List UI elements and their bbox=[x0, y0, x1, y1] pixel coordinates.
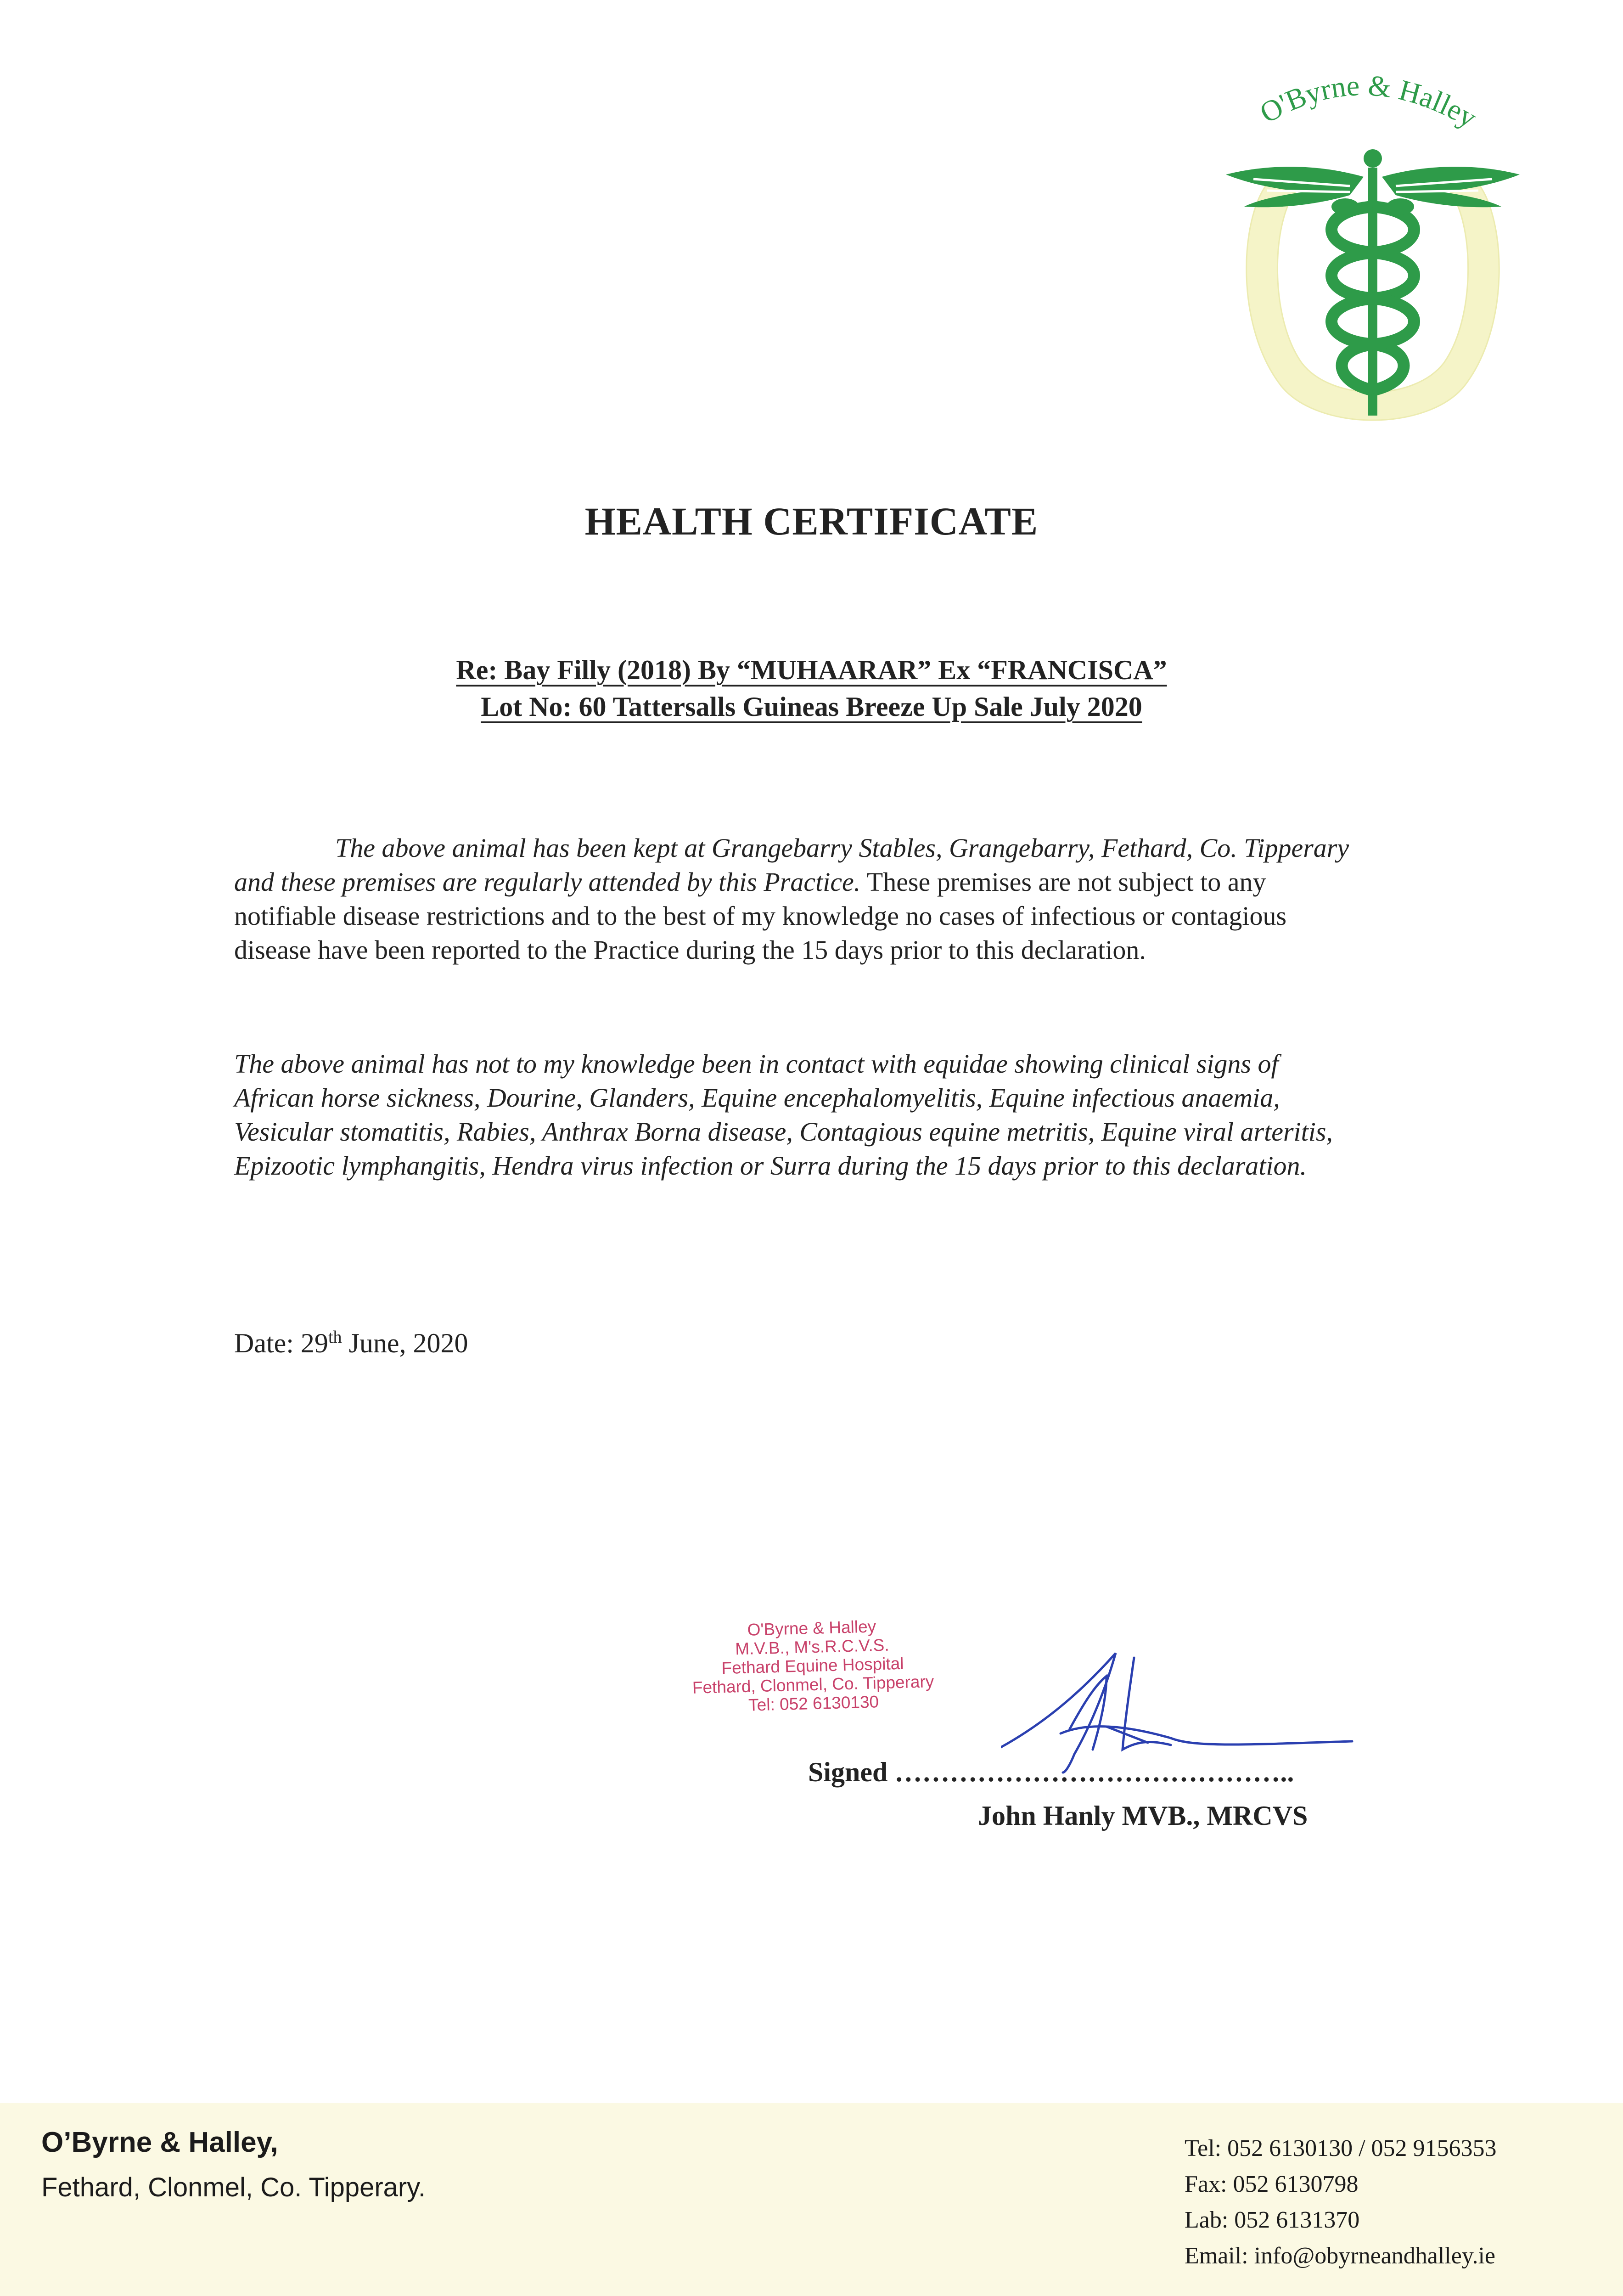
page-title: HEALTH CERTIFICATE bbox=[584, 499, 1039, 543]
signed-label: Signed bbox=[808, 1757, 888, 1787]
body-paragraph-1 bbox=[234, 831, 1359, 967]
footer-tel: Tel: 052 6130130 / 052 9156353 bbox=[1185, 2135, 1497, 2161]
subject-line-1 bbox=[0, 654, 1623, 686]
footer-address: Fethard, Clonmel, Co. Tipperary. bbox=[41, 2172, 426, 2202]
stamp-line-5: Tel: 052 6130130 bbox=[748, 1692, 879, 1715]
stamp-line-4: Fethard, Clonmel, Co. Tipperary bbox=[692, 1672, 934, 1697]
footer-email: Email: info@obyrneandhalley.ie bbox=[1185, 2243, 1495, 2269]
footer-company-name: O’Byrne & Halley, bbox=[41, 2127, 278, 2158]
practice-stamp bbox=[660, 1615, 965, 1716]
date-label: Date: 29 bbox=[234, 1328, 328, 1358]
stamp-line-2: M.V.B., M's.R.C.V.S. bbox=[735, 1635, 890, 1659]
stamp-line-1: O'Byrne & Halley bbox=[747, 1617, 876, 1639]
logo-text: O'Byrne & Halley bbox=[1254, 69, 1483, 135]
date-suffix: th bbox=[328, 1328, 342, 1347]
date-rest: June, 2020 bbox=[342, 1328, 468, 1358]
body-paragraph-1-rest: These premises are not subject to any notifiable disease restrictions and to the best of my knowledge no cases of infectious or contagious disease have been reported to the Practice during the 15 days prior to this declaration. bbox=[234, 867, 1287, 965]
body-paragraph-1-italic: The above animal has been kept at Grangebarry Stables, Grangebarry, Fethard, Co. Tipperary and these premises are regularly attended by this Practice. bbox=[234, 833, 1349, 897]
stamp-line-3: Fethard Equine Hospital bbox=[721, 1654, 904, 1678]
obyrne-halley-logo bbox=[1212, 69, 1533, 445]
footer-fax: Fax: 052 6130798 bbox=[1185, 2171, 1359, 2197]
body-paragraph-2: The above animal has not to my knowledge been in contact with equidae showing clinical signs of African horse sickness, Dourine, Glanders, Equine encephalomyelitis, Equine infectious anaemia, Vesicular stomatitis, Rabies, Anthrax Borna disease, Contagious equine metritis, Equine viral arteritis, Epizootic lymphangitis, Hendra virus infection or Surra during the 15 days prior to this declaration. bbox=[234, 1049, 1333, 1181]
footer-lab: Lab: 052 6131370 bbox=[1185, 2207, 1360, 2233]
signatory-name: John Hanly MVB., MRCVS bbox=[978, 1801, 1308, 1831]
subject-line-2-text: Lot No: 60 Tattersalls Guineas Breeze Up Sale July 2020 bbox=[481, 692, 1142, 722]
handwritten-signature bbox=[1001, 1635, 1368, 1809]
subject-line-2 bbox=[0, 691, 1623, 723]
certificate-date bbox=[234, 1327, 468, 1359]
footer-contacts bbox=[1185, 2131, 1497, 2274]
subject-line-1-text: Re: Bay Filly (2018) By “MUHAARAR” Ex “FRANCISCA” bbox=[456, 655, 1167, 685]
signed-dots: …………………………………….. bbox=[894, 1757, 1294, 1787]
